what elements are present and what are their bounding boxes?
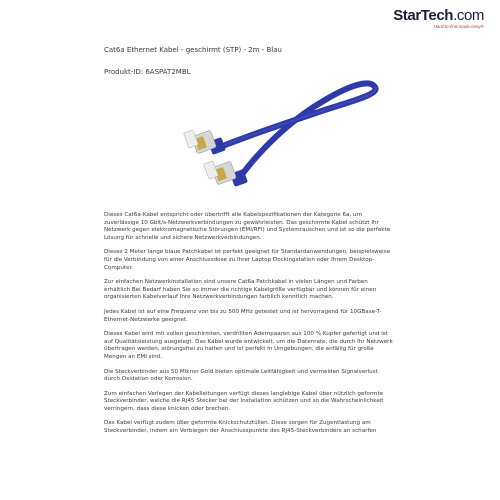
description-paragraph: Dieses Cat6a-Kabel entspricht oder übertrifft alle Kabelspezifikationen der Kategorie 6a, um zuverlässige 10 Gbit/s-Netzwerkverbindungen zu gewährleisten. Das geschirmte Kabel schützt Ihr Netzwerk gegen elektromagnetische Störungen (EMI/RFI) und Systemrauschen und ist so die perfekte Lösung für schnelle und sichere Netzwerkverbindungen.	[104, 212, 391, 241]
product-id: Produkt-ID: 6ASPAT2MBL	[104, 68, 191, 76]
logo-dot: .	[453, 7, 457, 24]
description-paragraph: Zum einfachen Verlegen der Kabelleitungen verfügt dieses langlebige Kabel über nützlich geformte Steckverbinder, welche die RJ45 Stecker bei der Installation schützen und so die Wahrscheinlichkeit verringern, dass diese knicken oder brechen.	[104, 390, 384, 412]
cable-body	[220, 83, 376, 177]
description-paragraph: Zur einfachen Netzwerkinstallation sind unsere Cat6a Patchkabel in vielen Längen und Farben erhältlich Bei Bedarf haben Sie so immer die richtige Kabelgröße verfügbar und können für einen organisierten Kabelverlauf Ihre Netzwerkverbindungen farblich kenntlich machen.	[104, 279, 377, 301]
description-paragraph: Dieses Kabel wird mit vollen geschirmten, verdrillten Adernpaaren aus 100 % Kupfer gefertigt und ist auf Qualitätsleistung ausgelegt. Das Kabel wurde entwickelt, um die Datenrate, die durch Ihr Netzwerk übertragen werden, störungsfrei zu halten und ist perfekt in Umgebungen, die anfällig für große Mengen an EMI sind.	[104, 331, 393, 360]
description-paragraph: Das Kabel verfügt zudem über geformte Knickschutztüllen. Diese sorgen für Zugentlastung am Steckverbinder, indem ein Verbiegen der Anschlusspunkte des RJ45-Steckverbinders an scharfen	[104, 420, 377, 435]
brand-logo	[393, 8, 484, 29]
logo-tagline: Hard-to-find made easy®	[433, 24, 484, 29]
rj45-connector-lower	[204, 161, 248, 187]
description-paragraph: Jedes Kabel ist auf eine Frequenz von bis zu 500 MHz getestet und ist hervorragend für 10GBase-T-Ethernet-Netzwerke geeignet.	[104, 308, 382, 323]
rj45-connector-upper	[184, 130, 226, 155]
logo-com: com	[456, 7, 484, 24]
description-paragraph: Die Steckverbinder aus 50 Mikron Gold bieten optimale Leitfähigkeit und vermeiden Signalverlust durch Oxidation oder Korrosion.	[104, 368, 378, 383]
logo-text: StarTech	[393, 7, 454, 24]
product-image-ethernet-cable	[150, 75, 380, 205]
product-description	[104, 212, 394, 443]
document-title: Cat6a Ethernet Kabel - geschirmt (STP) - 2m - Blau	[104, 46, 282, 54]
logo-wordmark	[393, 8, 484, 24]
description-paragraph: Dieses 2 Meter lange blaue Patchkabel ist perfekt geeignet für Standardanwendungen, beispielsweise für die Verbindung von einer Anschlussdose zu Ihrer Laptop Dockingstation oder Ihrem Desktop-Computer.	[104, 249, 391, 271]
